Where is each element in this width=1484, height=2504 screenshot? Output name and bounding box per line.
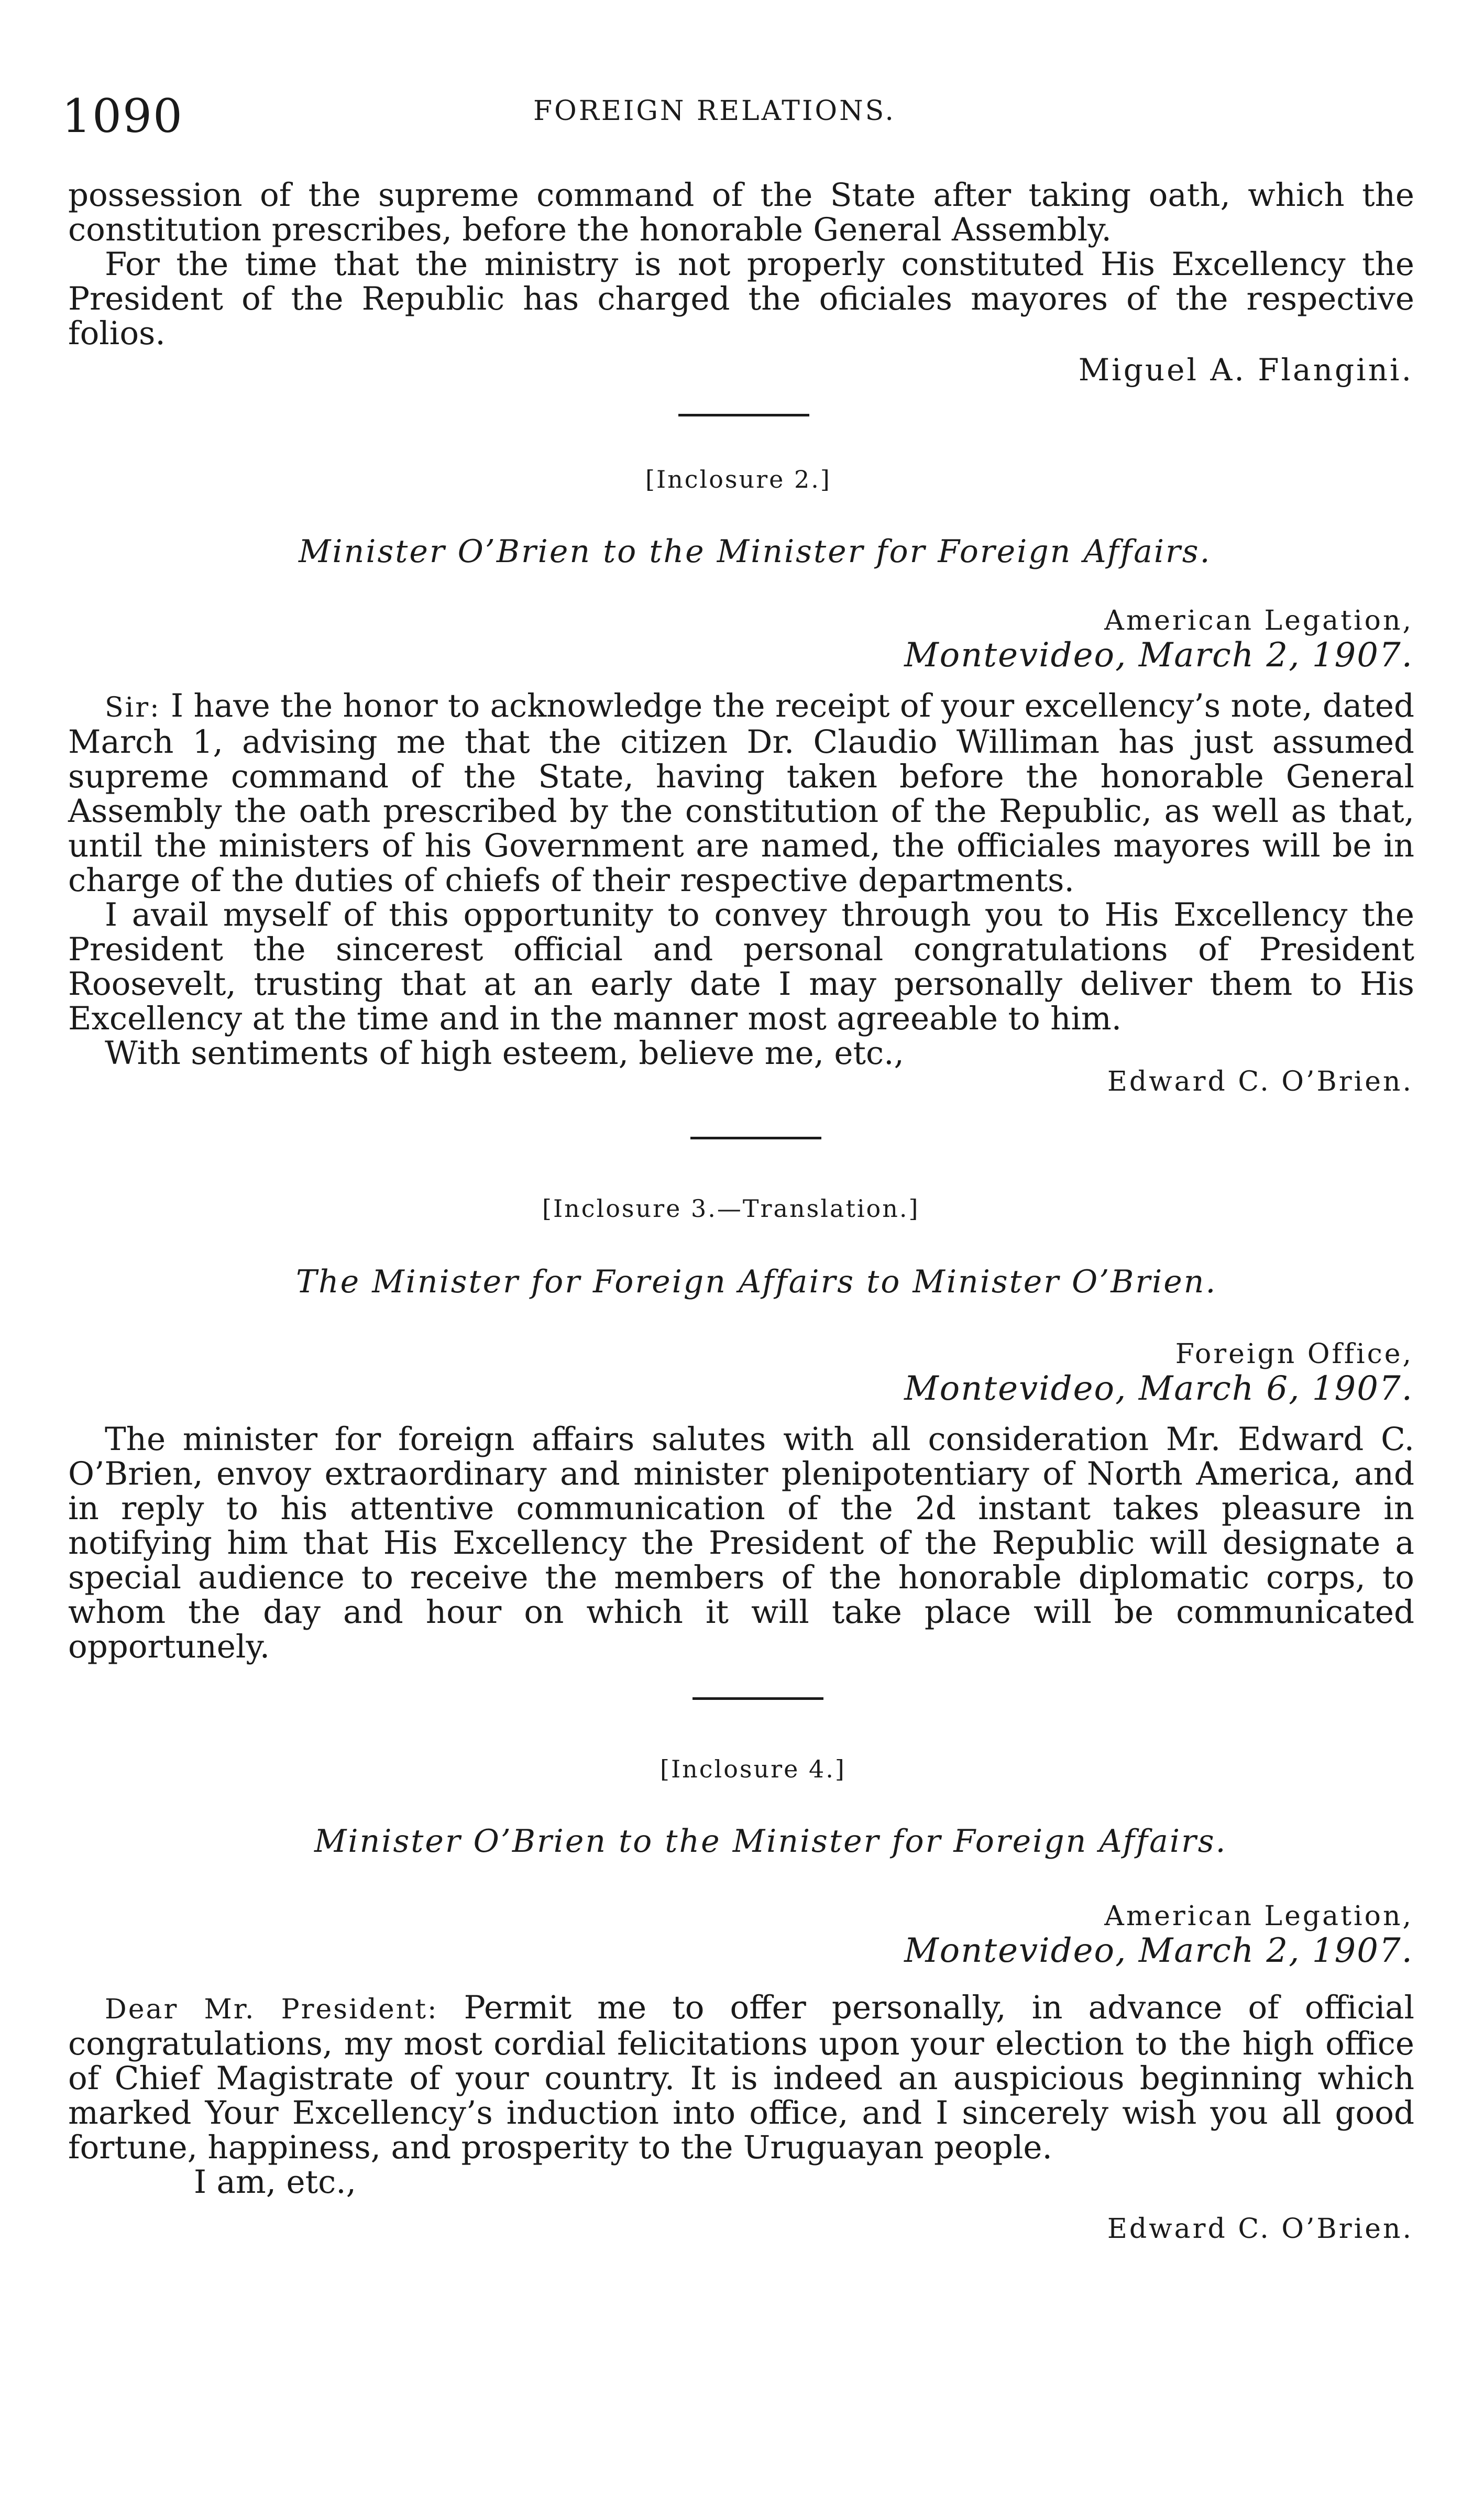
letter-title: The Minister for Foreign Affairs to Minister O’Brien.: [296, 1264, 1217, 1300]
inclosure-label: [Inclosure 4.]: [660, 1755, 846, 1783]
paragraph: The minister for foreign affairs salutes with all consideration Mr. Edward C. O’Brien, envoy extraordinary and minister plenipotentiary of North America, and in reply to his attentive communication of the 2d instant takes pleasure in notifying him that His Excellency the President of the Republic will designate a special audience to receive the members of the honorable diplomatic corps, to whom the day and hour on which it will take place will be communicated opportunely.: [68, 1421, 1414, 1665]
signature: Edward C. O’Brien.: [1107, 2213, 1413, 2245]
letter-body: [68, 1991, 1414, 2200]
section-divider: [690, 1137, 821, 1139]
paragraph-text: I have the honor to acknowledge the receipt of your excellency’s note, dated March 1, advising me that the citizen Dr. Claudio Williman has just assumed supreme command of the State, having taken before the honorable General Assembly the oath prescribed by the constitution of the Republic, as well as that, until the ministers of his Government are named, the officiales mayores will be in charge of the duties of chiefs of their respective departments.: [68, 687, 1414, 899]
paragraph-text: Permit me to offer personally, in advance of official congratulations, my most cordial felicitations upon your election to the high office of Chief Magistrate of your country. It is indeed an auspicious beginning which marked Your Excellency’s induction into office, and I sincerely wish you all good fortune, happiness, and prosperity to the Uruguayan people.: [68, 1989, 1415, 2166]
dateline: [904, 1901, 1413, 1970]
paragraph: [68, 689, 1414, 898]
paragraph: possession of the supreme command of the State after taking oath, which the constitution prescribes, before the honorable General Assembly.: [68, 177, 1414, 248]
dateline: [904, 605, 1413, 674]
dateline: [904, 1338, 1413, 1408]
sender-organization: Foreign Office,: [1175, 1338, 1413, 1370]
page-header: [62, 89, 1424, 147]
paragraph: With sentiments of high esteem, believe me, etc.,: [105, 1035, 904, 1072]
page-number: 1090: [62, 89, 183, 143]
section-divider: [678, 414, 809, 416]
place-date: Montevideo, March 2, 1907.: [904, 636, 1413, 675]
salutation: Dear Mr. President:: [105, 1994, 438, 2025]
place-date: Montevideo, March 6, 1907.: [904, 1369, 1413, 1408]
signature: Miguel A. Flangini.: [1078, 352, 1413, 388]
inclosure-label: [Inclosure 2.]: [645, 465, 831, 493]
paragraph: I am, etc.,: [194, 2163, 357, 2201]
continuation-block: [68, 178, 1414, 351]
running-head: FOREIGN RELATIONS.: [533, 95, 896, 127]
section-divider: [692, 1697, 823, 1700]
salutation: Sir:: [105, 692, 161, 723]
paragraph: For the time that the ministry is not properly constituted His Excellency the President of the Republic has charged the oficiales mayores of the respective folios.: [68, 246, 1414, 352]
sender-organization: American Legation,: [1104, 1901, 1413, 1932]
signature: Edward C. O’Brien.: [1107, 1066, 1413, 1097]
letter-title: Minister O’Brien to the Minister for Foreign Affairs.: [314, 1823, 1227, 1860]
paragraph: [68, 1991, 1414, 2165]
paragraph: I avail myself of this opportunity to convey through you to His Excellency the President the sincerest official and personal congratulations of President Roosevelt, trusting that at an early date I may personally deliver them to His Excellency at the time and in the manner most agreeable to him.: [68, 896, 1414, 1037]
letter-title: Minister O’Brien to the Minister for Foreign Affairs.: [299, 533, 1212, 570]
place-date: Montevideo, March 2, 1907.: [904, 1931, 1413, 1970]
letter-body: [68, 1422, 1414, 1664]
inclosure-label: [Inclosure 3.—Translation.]: [542, 1194, 920, 1223]
sender-organization: American Legation,: [1104, 605, 1413, 636]
letter-body: [68, 689, 1414, 1071]
